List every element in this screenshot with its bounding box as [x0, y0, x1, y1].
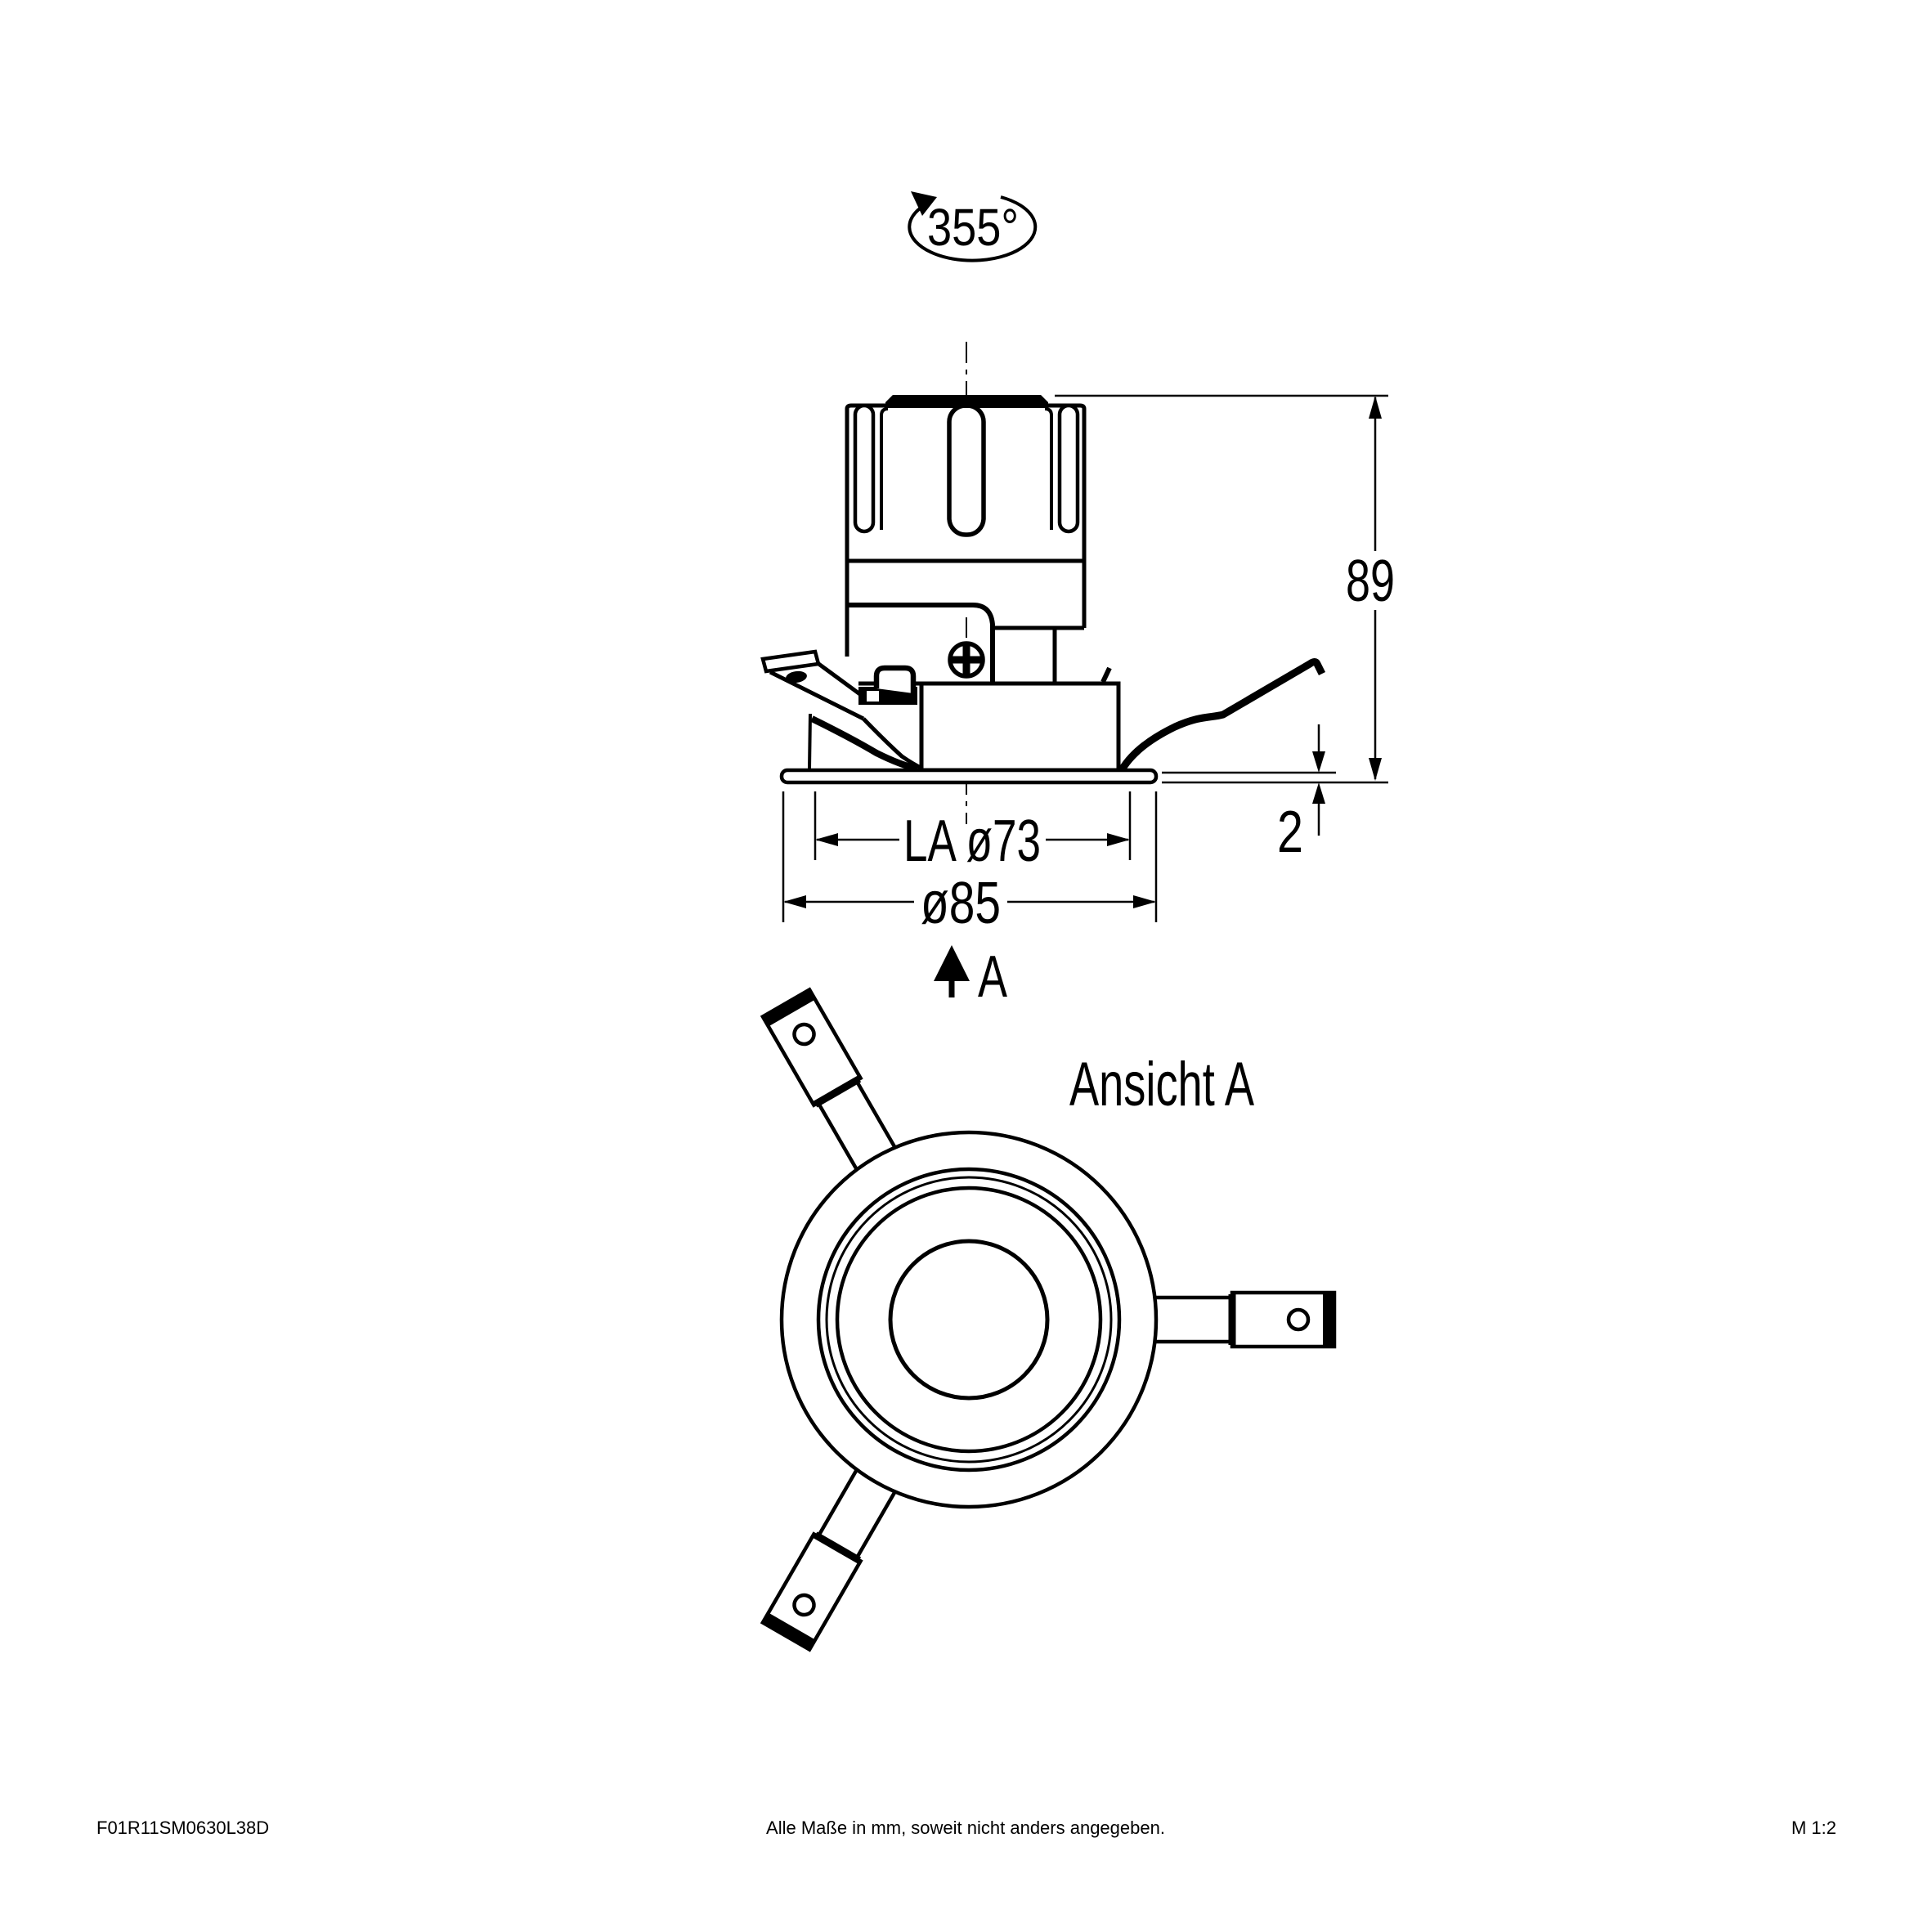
heatsink-fin-slot-right [1060, 406, 1078, 531]
cable-tab [1103, 668, 1109, 682]
bottom-view-title: Ansicht A [1069, 1050, 1255, 1119]
dimension-flange-thickness [1162, 724, 1388, 865]
height-dimension-label: 89 [1346, 549, 1395, 614]
rotation-annotation [909, 191, 1035, 261]
view-arrow-label: A [978, 944, 1007, 1010]
diameter-dimension-label: ø85 [921, 871, 1001, 936]
cutout-dimension-label: LA ø73 [903, 809, 1041, 874]
footer [96, 1818, 1836, 1838]
power-cable [1118, 662, 1322, 777]
view-direction-marker [934, 944, 1007, 1010]
flange-thickness-label: 2 [1277, 800, 1303, 865]
view-arrow-icon [934, 945, 970, 981]
article-number: F01R11SM0630L38D [96, 1818, 270, 1838]
dimension-cutout [815, 791, 1130, 874]
mounting-flange [782, 770, 1156, 782]
lamp-housing-box [921, 684, 1118, 770]
dimensions-note: Alle Maße in mm, soweit nicht anders angegeben. [766, 1818, 1165, 1838]
screw-head-icon [950, 643, 983, 676]
lens-circle [890, 1241, 1047, 1398]
rotation-angle-label: 355° [927, 198, 1019, 257]
heatsink-center-slot [949, 406, 984, 535]
mounting-spring-arm-right [1136, 1293, 1334, 1347]
spring-clip [763, 652, 922, 769]
scale-label: M 1:2 [1791, 1818, 1836, 1838]
heatsink-fin-slot-left [855, 406, 873, 531]
side-view [763, 342, 1322, 824]
heatsink-top-cap [885, 395, 1048, 408]
